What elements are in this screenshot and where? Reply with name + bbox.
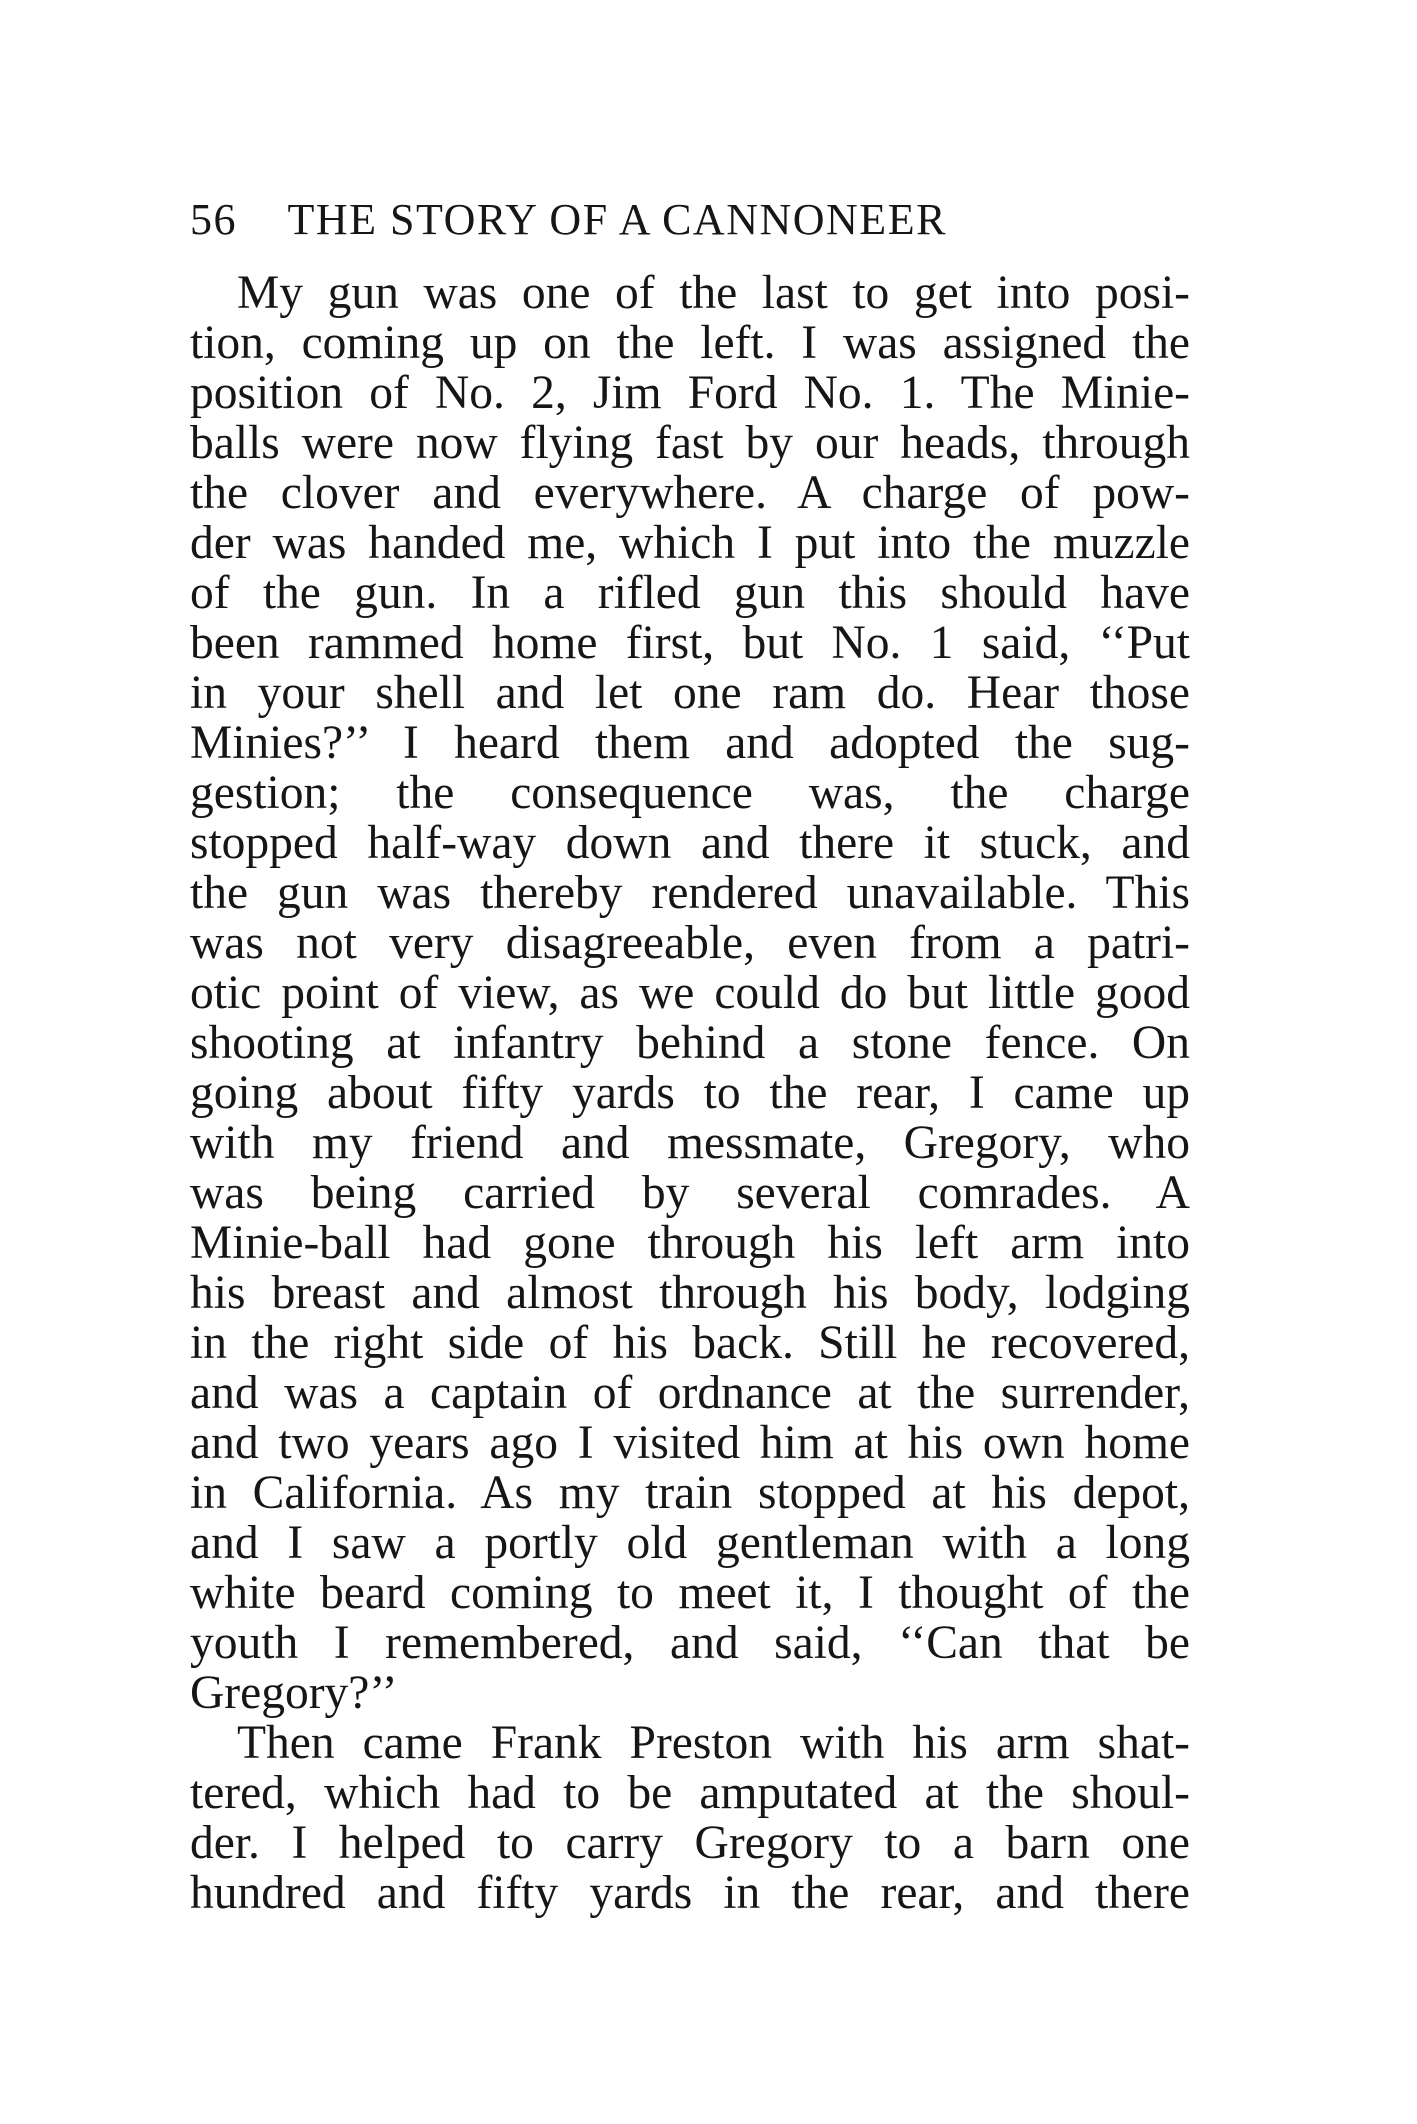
text-line: position of No. 2, Jim Ford No. 1. The Minie- — [190, 367, 1190, 419]
text-line: der was handed me, which I put into the muzzle — [190, 517, 1190, 569]
text-line: of the gun. In a rifled gun this should have — [190, 567, 1190, 619]
text-line: My gun was one of the last to get into posi- — [237, 267, 1190, 319]
text-line: stopped half-way down and there it stuck, and — [190, 817, 1190, 869]
text-line: and two years ago I visited him at his own home — [190, 1417, 1190, 1469]
text-line: in your shell and let one ram do. Hear those — [190, 667, 1190, 719]
paragraph-2 — [190, 1718, 1190, 1918]
text-line: Gregory?’’ — [190, 1667, 398, 1719]
text-line: with my friend and messmate, Gregory, who — [190, 1117, 1190, 1169]
text-line: going about fifty yards to the rear, I came up — [190, 1067, 1190, 1119]
text-line: been rammed home first, but No. 1 said, ‘‘Put — [190, 617, 1190, 669]
page-header — [190, 190, 1190, 250]
text-line: der. I helped to carry Gregory to a barn one — [190, 1817, 1190, 1869]
text-line: was being carried by several comrades. A — [190, 1167, 1190, 1219]
text-line: tion, coming up on the left. I was assigned the — [190, 317, 1190, 369]
text-line: tered, which had to be amputated at the shoul- — [190, 1767, 1190, 1819]
text-line: balls were now flying fast by our heads, through — [190, 417, 1190, 469]
running-title: THE STORY OF A CANNONEER — [287, 195, 947, 244]
text-line: white beard coming to meet it, I thought of the — [190, 1567, 1190, 1619]
text-line: Minies?’’ I heard them and adopted the sug- — [190, 717, 1190, 769]
text-line: Then came Frank Preston with his arm shat- — [237, 1717, 1190, 1769]
text-line: in California. As my train stopped at his depot, — [190, 1467, 1190, 1519]
text-line: otic point of view, as we could do but little good — [190, 967, 1190, 1019]
text-line: the gun was thereby rendered unavailable. This — [190, 867, 1190, 919]
text-line: youth I remembered, and said, ‘‘Can that be — [190, 1617, 1190, 1669]
paragraph-1 — [190, 268, 1190, 1718]
text-line: in the right side of his back. Still he recovered, — [190, 1317, 1190, 1369]
text-line: hundred and fifty yards in the rear, and there — [190, 1867, 1190, 1919]
text-line: and I saw a portly old gentleman with a long — [190, 1517, 1190, 1569]
text-line: his breast and almost through his body, lodging — [190, 1267, 1190, 1319]
text-line: was not very disagreeable, even from a patri- — [190, 917, 1190, 969]
text-line: and was a captain of ordnance at the surrender, — [190, 1367, 1190, 1419]
text-line: gestion; the consequence was, the charge — [190, 767, 1190, 819]
text-line: shooting at infantry behind a stone fence. On — [190, 1017, 1190, 1069]
body-text — [190, 268, 1190, 1918]
text-line: the clover and everywhere. A charge of pow- — [190, 467, 1190, 519]
text-line: Minie-ball had gone through his left arm into — [190, 1217, 1190, 1269]
page-number: 56 — [190, 195, 237, 244]
